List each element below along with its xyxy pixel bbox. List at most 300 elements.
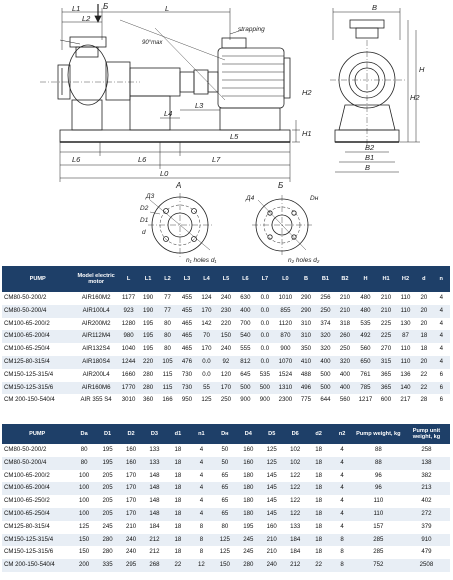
table1-header-11: B bbox=[296, 266, 315, 292]
table-cell: 320 bbox=[316, 330, 335, 343]
table-row bbox=[2, 521, 450, 534]
table-cell: AIR100L4 bbox=[73, 305, 118, 318]
table-cell: 170 bbox=[119, 470, 142, 483]
table-cell: 0.0 bbox=[197, 369, 216, 382]
table-cell: 600 bbox=[376, 394, 395, 407]
table-cell: 812 bbox=[236, 356, 255, 369]
table-cell: 3010 bbox=[119, 394, 138, 407]
table-cell: 560 bbox=[335, 394, 354, 407]
table1-header-12: B1 bbox=[316, 266, 335, 292]
table-cell: 2300 bbox=[275, 394, 297, 407]
table-cell: 1217 bbox=[355, 394, 377, 407]
table-cell: 18 bbox=[415, 343, 432, 356]
table-cell: 4 bbox=[190, 470, 213, 483]
table2-body bbox=[2, 444, 450, 572]
table-cell: 18 bbox=[307, 482, 330, 495]
table-cell: 145 bbox=[260, 508, 283, 521]
table-cell: 190 bbox=[138, 292, 157, 305]
label-l4: L4 bbox=[164, 109, 173, 118]
table-cell: 4 bbox=[330, 444, 353, 457]
table-cell: 20 bbox=[415, 356, 432, 369]
table-cell: 350 bbox=[296, 343, 315, 356]
table-cell: 8 bbox=[330, 534, 353, 547]
table-cell: 910 bbox=[403, 534, 450, 547]
label-b-bottom: B bbox=[365, 163, 371, 172]
table-cell: 88 bbox=[354, 444, 403, 457]
table-cell: 210 bbox=[260, 534, 283, 547]
table-cell: 148 bbox=[143, 482, 166, 495]
table-row bbox=[2, 546, 450, 559]
table-cell: 1660 bbox=[119, 369, 138, 382]
table-cell: 560 bbox=[355, 343, 377, 356]
table-cell: 455 bbox=[177, 305, 196, 318]
table-cell: 210 bbox=[335, 292, 354, 305]
table-cell: 0.0 bbox=[197, 356, 216, 369]
table-cell: 18 bbox=[307, 534, 330, 547]
table-cell: 4 bbox=[433, 305, 450, 318]
table-cell: 100 bbox=[72, 508, 95, 521]
label-d-a: d bbox=[142, 229, 146, 236]
table-cell: 205 bbox=[96, 495, 119, 508]
table-cell: 285 bbox=[354, 546, 403, 559]
table-cell: 900 bbox=[236, 394, 255, 407]
flange-detail-a bbox=[148, 193, 212, 257]
table1-header-4: L2 bbox=[158, 266, 177, 292]
table-cell: 245 bbox=[237, 546, 260, 559]
label-arrow-b: Б bbox=[103, 2, 109, 11]
table-cell: 140 bbox=[396, 382, 415, 395]
table-cell: 157 bbox=[354, 521, 403, 534]
table-row bbox=[2, 444, 450, 457]
label-l3: L3 bbox=[195, 101, 204, 110]
dimensions-table bbox=[2, 266, 450, 407]
table-row bbox=[2, 343, 450, 356]
table-cell: 0.0 bbox=[255, 356, 274, 369]
table-cell: 479 bbox=[403, 546, 450, 559]
table-cell: 700 bbox=[236, 318, 255, 331]
table-cell: 400 bbox=[335, 369, 354, 382]
table-cell: 245 bbox=[96, 521, 119, 534]
table-cell: 18 bbox=[415, 330, 432, 343]
table-cell: 4 bbox=[433, 292, 450, 305]
table-cell: 125 bbox=[213, 534, 236, 547]
table-cell: 335 bbox=[96, 559, 119, 572]
table-cell: 465 bbox=[177, 343, 196, 356]
table-cell: 855 bbox=[275, 305, 297, 318]
table-cell: 125 bbox=[260, 457, 283, 470]
table-cell: 28 bbox=[415, 394, 432, 407]
section-a-label: A bbox=[176, 181, 182, 190]
table-cell: 125 bbox=[197, 394, 216, 407]
pump-model-cell: CM80-50-200/4 bbox=[2, 305, 73, 318]
table-cell: 0.0 bbox=[255, 305, 274, 318]
table-cell: 476 bbox=[177, 356, 196, 369]
table-cell: 87 bbox=[396, 330, 415, 343]
table-row bbox=[2, 292, 450, 305]
table-cell: 245 bbox=[237, 534, 260, 547]
pump-model-cell: CM80-50-200/2 bbox=[2, 292, 73, 305]
table-cell: 4 bbox=[190, 508, 213, 521]
table-cell: 133 bbox=[143, 457, 166, 470]
pump-model-cell: CM100-65-200/2 bbox=[2, 318, 73, 331]
table-cell: 96 bbox=[354, 470, 403, 483]
table2-header-9: D5 bbox=[260, 424, 283, 444]
table-cell: 212 bbox=[143, 546, 166, 559]
pump-unit-drawing bbox=[0, 0, 453, 265]
table-cell: 210 bbox=[260, 546, 283, 559]
holes-n1-label: n₁ holes d₁ bbox=[186, 257, 217, 264]
table-cell: 280 bbox=[237, 559, 260, 572]
table-cell: 160 bbox=[237, 457, 260, 470]
table-cell: 138 bbox=[403, 457, 450, 470]
table-cell: 250 bbox=[216, 394, 235, 407]
table-cell: 465 bbox=[177, 318, 196, 331]
table-cell: 0.0 bbox=[255, 343, 274, 356]
table-cell: 0.0 bbox=[255, 292, 274, 305]
table-cell: 205 bbox=[96, 470, 119, 483]
pump-model-cell: CM125-80-315/4 bbox=[2, 521, 72, 534]
table1-header-7: L5 bbox=[216, 266, 235, 292]
label-d3: Д3 bbox=[146, 193, 155, 200]
table-cell: 4 bbox=[190, 444, 213, 457]
table-cell: 488 bbox=[296, 369, 315, 382]
table-row bbox=[2, 356, 450, 369]
table-cell: 22 bbox=[166, 559, 189, 572]
table-cell: 730 bbox=[177, 382, 196, 395]
table-cell: 18 bbox=[166, 534, 189, 547]
table-cell: 0.0 bbox=[255, 318, 274, 331]
table-cell: 4 bbox=[433, 356, 450, 369]
pump-model-cell: CM125-80-315/4 bbox=[2, 356, 73, 369]
table-cell: 105 bbox=[158, 356, 177, 369]
table-cell: 166 bbox=[158, 394, 177, 407]
table-row bbox=[2, 330, 450, 343]
table-cell: 184 bbox=[283, 546, 306, 559]
table-cell: 500 bbox=[316, 369, 335, 382]
table2-header-8: D4 bbox=[237, 424, 260, 444]
table-cell: 4 bbox=[330, 457, 353, 470]
table-cell: 110 bbox=[354, 495, 403, 508]
table-cell: 240 bbox=[260, 559, 283, 572]
table-row bbox=[2, 305, 450, 318]
table-cell: 18 bbox=[307, 521, 330, 534]
table-row bbox=[2, 508, 450, 521]
table-cell: 365 bbox=[376, 382, 395, 395]
label-h2: H2 bbox=[302, 88, 312, 97]
table-cell: 110 bbox=[396, 292, 415, 305]
table-cell: 18 bbox=[307, 546, 330, 559]
table-cell: 102 bbox=[283, 457, 306, 470]
table-cell: 170 bbox=[119, 495, 142, 508]
table-cell: 374 bbox=[316, 318, 335, 331]
table2-header-3: D2 bbox=[119, 424, 142, 444]
table1-header-13: B2 bbox=[335, 266, 354, 292]
table1-header-2: L bbox=[119, 266, 138, 292]
label-d1-a: D1 bbox=[140, 217, 149, 224]
table-row bbox=[2, 495, 450, 508]
table1-header-17: d bbox=[415, 266, 432, 292]
table2-header-2: D1 bbox=[96, 424, 119, 444]
table-cell: 500 bbox=[255, 382, 274, 395]
table-cell: 4 bbox=[330, 482, 353, 495]
table-cell: 120 bbox=[216, 369, 235, 382]
table-cell: 752 bbox=[354, 559, 403, 572]
table-cell: 65 bbox=[213, 482, 236, 495]
table-cell: 148 bbox=[143, 495, 166, 508]
label-strapping: strapping bbox=[238, 26, 265, 33]
table-cell: 923 bbox=[119, 305, 138, 318]
table-cell: 240 bbox=[216, 292, 235, 305]
table-cell: 170 bbox=[197, 305, 216, 318]
table1-header-16: H2 bbox=[396, 266, 415, 292]
label-dn: Dн bbox=[310, 195, 319, 202]
table-cell: 110 bbox=[396, 305, 415, 318]
table-cell: 145 bbox=[260, 482, 283, 495]
table-cell: 400 bbox=[236, 305, 255, 318]
table-cell: 80 bbox=[158, 343, 177, 356]
table-row bbox=[2, 534, 450, 547]
table-cell: 150 bbox=[72, 534, 95, 547]
table-cell: 160 bbox=[260, 521, 283, 534]
table-cell: 18 bbox=[307, 470, 330, 483]
table2-header-11: d2 bbox=[307, 424, 330, 444]
table1-header-5: L3 bbox=[177, 266, 196, 292]
table-cell: 150 bbox=[213, 559, 236, 572]
table-cell: 1770 bbox=[119, 382, 138, 395]
table-cell: 4 bbox=[330, 470, 353, 483]
table-cell: 492 bbox=[355, 330, 377, 343]
table-cell: 20 bbox=[415, 292, 432, 305]
table-cell: 122 bbox=[283, 482, 306, 495]
table-cell: 96 bbox=[354, 482, 403, 495]
pump-model-cell: CM100-65-200/4 bbox=[2, 482, 72, 495]
table-cell: 80 bbox=[72, 457, 95, 470]
table-cell: 240 bbox=[216, 343, 235, 356]
table-cell: 1524 bbox=[275, 369, 297, 382]
pump-model-cell: CM100-65-200/4 bbox=[2, 330, 73, 343]
table-cell: 180 bbox=[237, 482, 260, 495]
table-cell: 18 bbox=[307, 508, 330, 521]
table-cell: 250 bbox=[316, 305, 335, 318]
table-cell: 315 bbox=[376, 356, 395, 369]
table-cell: 210 bbox=[335, 305, 354, 318]
label-l6-left: L6 bbox=[72, 155, 81, 164]
table-cell: 630 bbox=[236, 292, 255, 305]
table-row bbox=[2, 482, 450, 495]
holes-n2-label: n₂ holes d₂ bbox=[288, 257, 320, 264]
pump-model-cell: CM100-65-250/2 bbox=[2, 495, 72, 508]
table-row bbox=[2, 470, 450, 483]
table-cell: 4 bbox=[190, 495, 213, 508]
table-cell: 310 bbox=[296, 330, 315, 343]
table2-header-14: Pump unit weight, kg bbox=[403, 424, 450, 444]
table-cell: 18 bbox=[307, 495, 330, 508]
table-cell: 70 bbox=[197, 330, 216, 343]
table-cell: 4 bbox=[433, 330, 450, 343]
table-cell: 136 bbox=[396, 369, 415, 382]
table2-header-10: D6 bbox=[283, 424, 306, 444]
table-cell: 540 bbox=[236, 330, 255, 343]
table1-header-3: L1 bbox=[138, 266, 157, 292]
pump-model-cell: CM150-125-315/4 bbox=[2, 534, 72, 547]
table-cell: AIR160M6 bbox=[73, 382, 118, 395]
table-cell: 65 bbox=[213, 508, 236, 521]
table-cell: 210 bbox=[376, 305, 395, 318]
table-cell: 8 bbox=[330, 559, 353, 572]
table-cell: 6 bbox=[433, 394, 450, 407]
table-cell: 225 bbox=[376, 330, 395, 343]
table-cell: 18 bbox=[307, 444, 330, 457]
table-cell: 465 bbox=[177, 330, 196, 343]
table-cell: 225 bbox=[376, 318, 395, 331]
table-cell: 500 bbox=[236, 382, 255, 395]
table-cell: 133 bbox=[143, 444, 166, 457]
table1-header-10: L0 bbox=[275, 266, 297, 292]
table-cell: 500 bbox=[316, 382, 335, 395]
table-cell: 160 bbox=[119, 444, 142, 457]
table-cell: 8 bbox=[330, 546, 353, 559]
table-cell: 210 bbox=[119, 521, 142, 534]
table-cell: 160 bbox=[119, 457, 142, 470]
table1-body bbox=[2, 292, 450, 407]
table2-header-5: d1 bbox=[166, 424, 189, 444]
label-h1: H1 bbox=[302, 129, 312, 138]
table-cell: 205 bbox=[96, 482, 119, 495]
table-row bbox=[2, 369, 450, 382]
table-cell: 80 bbox=[158, 330, 177, 343]
table-cell: 200 bbox=[72, 559, 95, 572]
table-cell: 980 bbox=[119, 330, 138, 343]
table-cell: AIR160M2 bbox=[73, 292, 118, 305]
table-cell: 124 bbox=[197, 292, 216, 305]
pump-model-cell: CM150-125-315/4 bbox=[2, 369, 73, 382]
label-l6: L6 bbox=[138, 155, 147, 164]
table-cell: 644 bbox=[316, 394, 335, 407]
table-cell: 100 bbox=[72, 495, 95, 508]
table2-header-4: D3 bbox=[143, 424, 166, 444]
table-cell: 258 bbox=[403, 444, 450, 457]
table-cell: AIR112M4 bbox=[73, 330, 118, 343]
table-cell: 100 bbox=[72, 482, 95, 495]
table-cell: 8 bbox=[190, 546, 213, 559]
pump-model-cell: CM150-125-315/6 bbox=[2, 546, 72, 559]
table-row bbox=[2, 318, 450, 331]
section-b-label: Б bbox=[278, 181, 284, 190]
table-cell: 150 bbox=[216, 330, 235, 343]
table-cell: 195 bbox=[96, 444, 119, 457]
table-cell: 213 bbox=[403, 482, 450, 495]
table-cell: 102 bbox=[283, 444, 306, 457]
table-cell: 195 bbox=[237, 521, 260, 534]
table-cell: 125 bbox=[72, 521, 95, 534]
table-cell: 18 bbox=[166, 495, 189, 508]
table-cell: 0.0 bbox=[255, 330, 274, 343]
pump-model-cell: CM 200-150-540/4 bbox=[2, 394, 73, 407]
label-b1: B1 bbox=[365, 153, 375, 162]
table-cell: 125 bbox=[213, 546, 236, 559]
table-cell: 160 bbox=[237, 444, 260, 457]
pump-model-cell: CM150-125-315/6 bbox=[2, 382, 73, 395]
table-cell: 145 bbox=[260, 495, 283, 508]
table2-header-0: PUMP bbox=[2, 424, 72, 444]
table-cell: 220 bbox=[138, 356, 157, 369]
label-d2-a: D2 bbox=[140, 205, 149, 212]
table-cell: 150 bbox=[72, 546, 95, 559]
pump-model-cell: CM100-65-250/4 bbox=[2, 343, 73, 356]
table-cell: 1177 bbox=[119, 292, 138, 305]
table-cell: 6 bbox=[433, 382, 450, 395]
table-cell: 195 bbox=[138, 330, 157, 343]
table-cell: 18 bbox=[166, 482, 189, 495]
table-cell: 220 bbox=[216, 318, 235, 331]
pump-model-cell: CM80-50-200/2 bbox=[2, 444, 72, 457]
table-cell: 212 bbox=[143, 534, 166, 547]
table2-header-7: Dн bbox=[213, 424, 236, 444]
table-cell: 18 bbox=[166, 457, 189, 470]
table-row bbox=[2, 457, 450, 470]
table-cell: 6 bbox=[433, 369, 450, 382]
table-cell: 280 bbox=[96, 534, 119, 547]
table-cell: 80 bbox=[158, 318, 177, 331]
table-cell: 1070 bbox=[275, 356, 297, 369]
table-cell: 133 bbox=[283, 521, 306, 534]
table-cell: 115 bbox=[158, 382, 177, 395]
table-cell: 8 bbox=[190, 534, 213, 547]
table-cell: 170 bbox=[119, 482, 142, 495]
table-cell: 148 bbox=[143, 470, 166, 483]
table-cell: 272 bbox=[403, 508, 450, 521]
table-cell: 122 bbox=[283, 508, 306, 521]
table-cell: 65 bbox=[213, 495, 236, 508]
table-cell: 110 bbox=[396, 356, 415, 369]
table-cell: 295 bbox=[119, 559, 142, 572]
table-cell: 402 bbox=[403, 495, 450, 508]
label-h2-end: H2 bbox=[410, 93, 420, 102]
table-cell: 268 bbox=[143, 559, 166, 572]
table-cell: 18 bbox=[166, 546, 189, 559]
table-row bbox=[2, 382, 450, 395]
table-cell: 2508 bbox=[403, 559, 450, 572]
table-cell: 400 bbox=[335, 382, 354, 395]
table2-header-1: Da bbox=[72, 424, 95, 444]
table-cell: 480 bbox=[355, 305, 377, 318]
table-cell: 92 bbox=[216, 356, 235, 369]
table-row bbox=[2, 559, 450, 572]
pump-model-cell: CM100-65-200/2 bbox=[2, 470, 72, 483]
table-cell: 100 bbox=[72, 470, 95, 483]
table-cell: 170 bbox=[119, 508, 142, 521]
flange-detail-b bbox=[252, 195, 312, 255]
table-cell: 4 bbox=[330, 495, 353, 508]
table-cell: 290 bbox=[296, 292, 315, 305]
table-cell: 240 bbox=[119, 546, 142, 559]
table-cell: 365 bbox=[376, 369, 395, 382]
pump-model-cell: CM 200-150-540/4 bbox=[2, 559, 72, 572]
table-cell: 270 bbox=[376, 343, 395, 356]
table-cell: 280 bbox=[138, 382, 157, 395]
table-cell: AIR200L4 bbox=[73, 369, 118, 382]
flange-weight-table bbox=[2, 424, 450, 572]
table-cell: 285 bbox=[354, 534, 403, 547]
table-cell: 455 bbox=[177, 292, 196, 305]
table-cell: AIR180S4 bbox=[73, 356, 118, 369]
table-cell: 18 bbox=[166, 508, 189, 521]
table1-header-6: L4 bbox=[197, 266, 216, 292]
table-cell: 195 bbox=[138, 318, 157, 331]
table-cell: 260 bbox=[335, 330, 354, 343]
end-view bbox=[330, 8, 420, 172]
table-cell: 730 bbox=[177, 369, 196, 382]
